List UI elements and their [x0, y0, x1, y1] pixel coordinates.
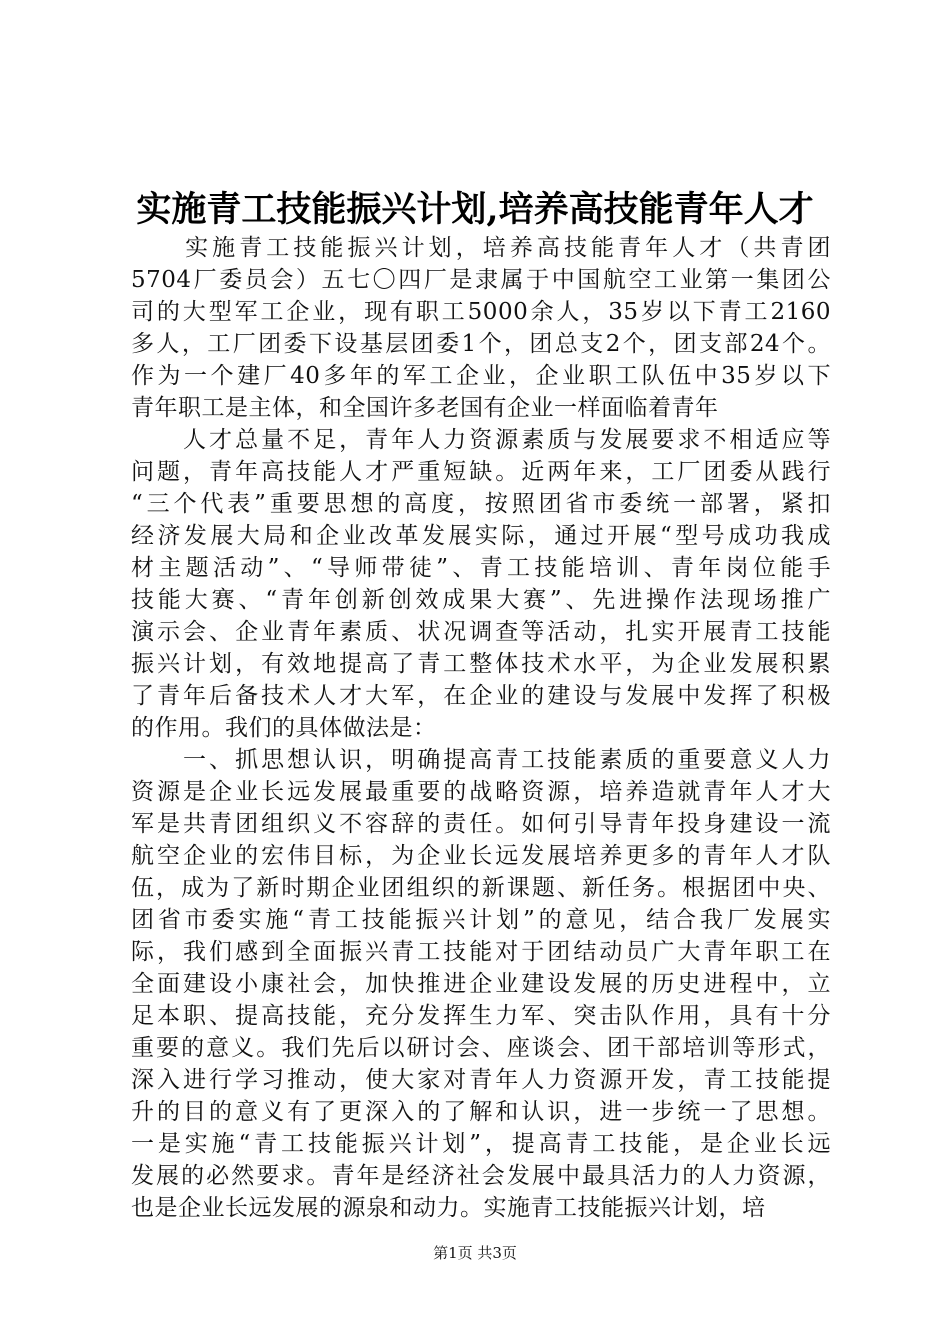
body-text-line: 技能大赛、“青年创新创效成果大赛”、先进操作法现场推广 — [131, 587, 831, 613]
body-text-line: 重要的意义。我们先后以研讨会、座谈会、团干部培训等形式， — [131, 1035, 831, 1061]
body-text-line: 问题，青年高技能人才严重短缺。近两年来，工厂团委从践行 — [131, 459, 831, 485]
body-text-line: 作为一个建厂40多年的军工企业，企业职工队伍中35岁以下 — [131, 363, 831, 389]
body-text-line: 足本职、提高技能，充分发挥生力军、突击队作用，具有十分 — [131, 1003, 831, 1029]
body-text-line: 伍，成为了新时期企业团组织的新课题、新任务。根据团中央、 — [131, 875, 831, 901]
body-text-line: 的作用。我们的具体做法是： — [131, 715, 437, 741]
body-text-line: 了青年后备技术人才大军，在企业的建设与发展中发挥了积极 — [131, 683, 831, 709]
body-text-line: 资源是企业长远发展最重要的战略资源，培养造就青年人才大 — [131, 779, 831, 805]
body-text-line: 司的大型军工企业，现有职工5000余人，35岁以下青工2160 — [131, 299, 831, 325]
body-text-line: 际，我们感到全面振兴青工技能对于团结动员广大青年职工在 — [131, 939, 831, 965]
body-text-line: 发展的必然要求。青年是经济社会发展中最具活力的人力资源， — [131, 1163, 831, 1189]
body-text-line: 全面建设小康社会，加快推进企业建设发展的历史进程中，立 — [131, 971, 831, 997]
body-text-line: 航空企业的宏伟目标，为企业长远发展培养更多的青年人才队 — [131, 843, 831, 869]
body-text-line: 振兴计划，有效地提高了青工整体技术水平，为企业发展积累 — [131, 651, 831, 677]
body-text-line: 深入进行学习推动，使大家对青年人力资源开发，青工技能提 — [131, 1067, 831, 1093]
body-text-line: 多人，工厂团委下设基层团委1个，团总支2个，团支部24个。 — [131, 331, 831, 357]
body-text-line: 青年职工是主体，和全国许多老国有企业一样面临着青年 — [131, 395, 719, 421]
body-text-line: 5704厂委员会）五七〇四厂是隶属于中国航空工业第一集团公 — [131, 267, 831, 293]
body-text-line: “三个代表”重要思想的高度，按照团省市委统一部署，紧扣 — [131, 491, 831, 517]
body-text-line: 人才总量不足，青年人力资源素质与发展要求不相适应等 — [131, 427, 831, 453]
body-text-line: 也是企业长远发展的源泉和动力。实施青工技能振兴计划，培 — [131, 1195, 766, 1221]
document-title: 实施青工技能振兴计划,培养高技能青年人才 — [136, 189, 814, 230]
body-text-line: 团省市委实施“青工技能振兴计划”的意见，结合我厂发展实 — [131, 907, 831, 933]
body-text-line: 经济发展大局和企业改革发展实际，通过开展“型号成功我成 — [131, 523, 831, 549]
body-text-line: 实施青工技能振兴计划，培养高技能青年人才（共青团 — [131, 235, 831, 261]
body-text-line: 军是共青团组织义不容辞的责任。如何引导青年投身建设一流 — [131, 811, 831, 837]
body-text-line: 材主题活动”、“导师带徒”、青工技能培训、青年岗位能手 — [131, 555, 831, 581]
body-text-line: 演示会、企业青年素质、状况调查等活动，扎实开展青工技能 — [131, 619, 831, 645]
document-body — [131, 232, 831, 1224]
body-text-line: 一是实施“青工技能振兴计划”，提高青工技能，是企业长远 — [131, 1131, 831, 1157]
body-text-line: 升的目的意义有了更深入的了解和认识，进一步统一了思想。 — [131, 1099, 831, 1125]
body-text-line: 一、抓思想认识，明确提高青工技能素质的重要意义人力 — [131, 747, 831, 773]
page-footer: 第1页 共3页 — [433, 1244, 517, 1262]
